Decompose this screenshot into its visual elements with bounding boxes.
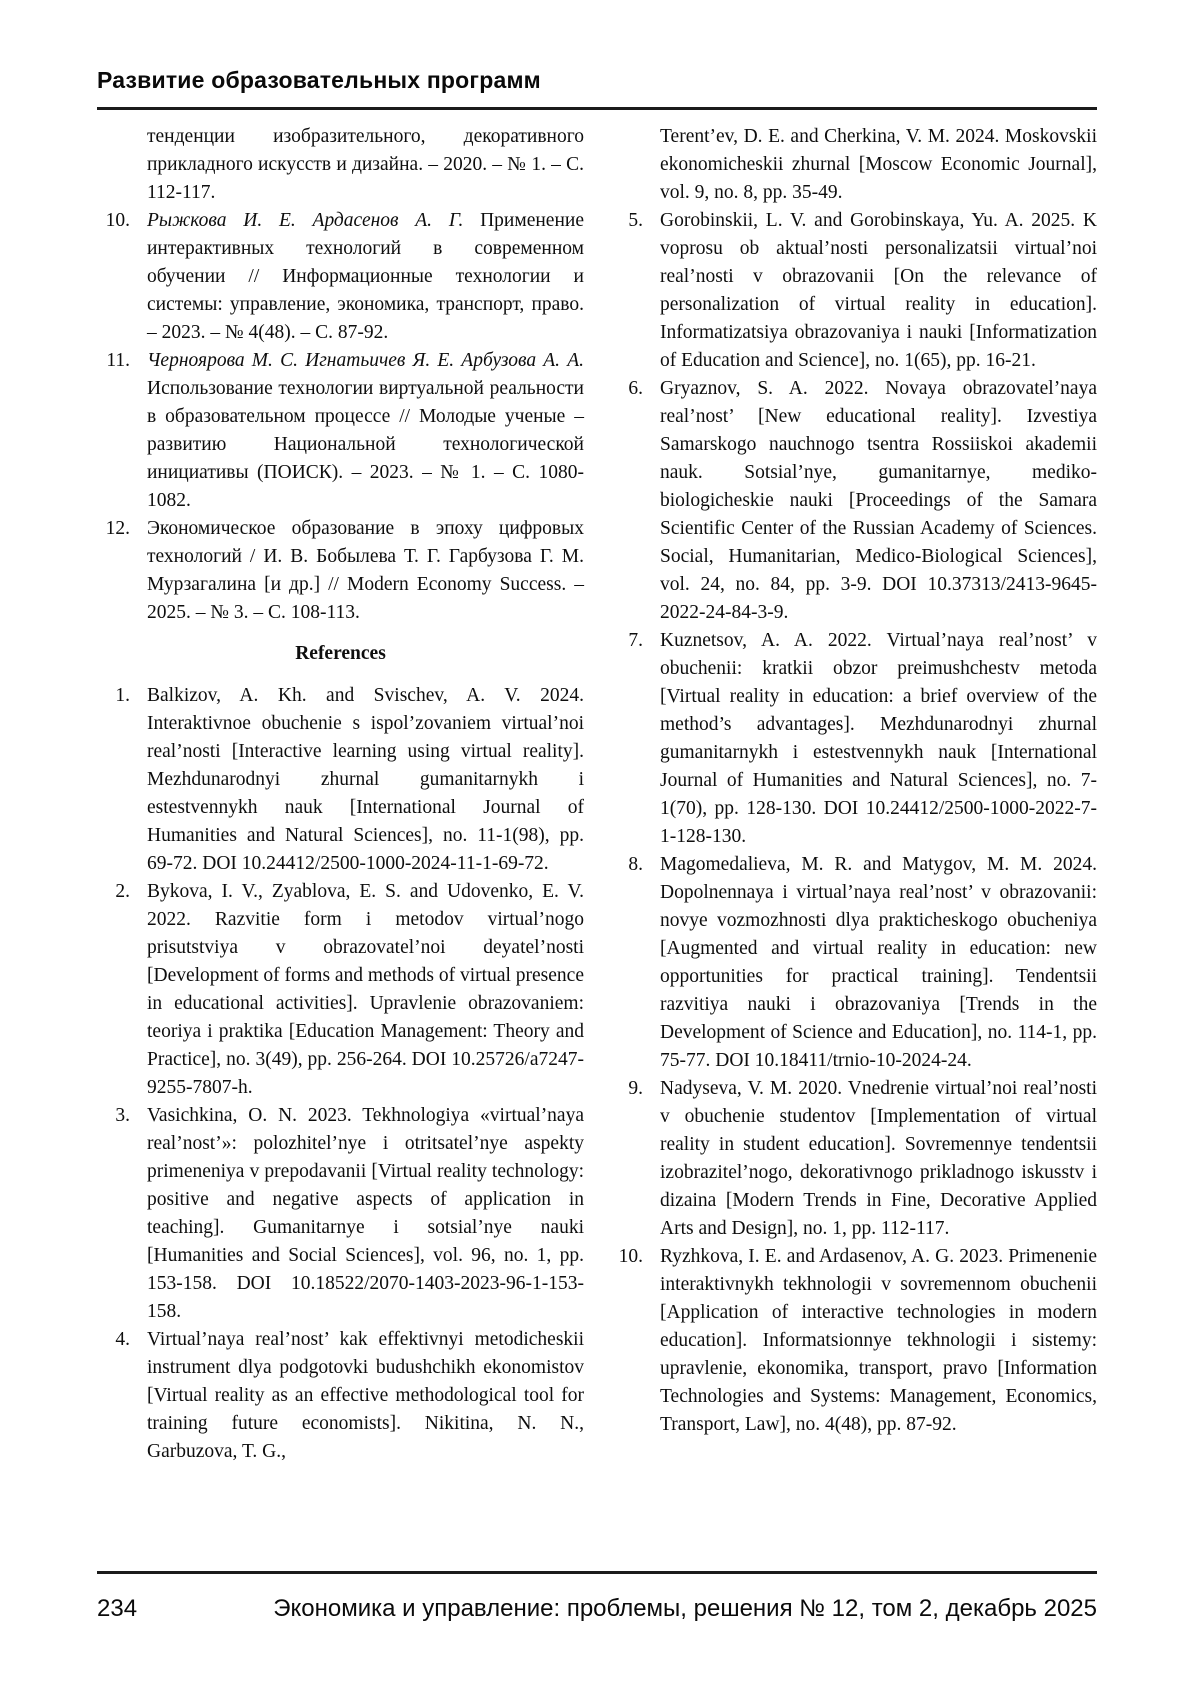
- ref-number: 6.: [628, 378, 643, 399]
- page-number: 234: [97, 1595, 138, 1622]
- ref-text: Magomedalieva, M. R. and Matygov, M. M. 2024. Dopolnennaya i virtual’naya real’nost’ v obrazovanii: novye vozmozhnosti dlya prakticheskogo obucheniya [Augmented and virtual reality in education: new opportunities for practical training]. Tendentsii razvitiya nauki i obrazovaniya [Trends in the Development of Science and Education], no. 114-1, pp. 75-77. DOI 10.18411/trnio-10-2024-24.: [660, 854, 1097, 1071]
- ref-number: 1.: [115, 685, 130, 706]
- reference-item: [610, 375, 1097, 627]
- ref-number: 4.: [115, 1329, 130, 1350]
- ref-text: Gorobinskii, L. V. and Gorobinskaya, Yu. A. 2025. K voprosu ob aktual’nosti personalizatsii virtual’noi real’nosti v obrazovanii [On the relevance of personalization of virtual reality in education]. Informatizatsiya obrazovaniya i nauki [Informatization of Education and Science], no. 1(65), pp. 16-21.: [660, 210, 1097, 371]
- reference-item: [97, 123, 584, 207]
- footer-row: [97, 1595, 1097, 1623]
- ref-number: 2.: [115, 881, 130, 902]
- section-title: Развитие образовательных программ: [97, 67, 541, 93]
- columns: [97, 123, 1097, 1466]
- ref-number: 8.: [628, 854, 643, 875]
- reference-item: [610, 1243, 1097, 1439]
- ref-text: Kuznetsov, A. A. 2022. Virtual’naya real’nost’ v obuchenii: kratkii obzor preimushchestv metoda [Virtual reality in education: a brief overview of the method’s advantages]. Mezhdunarodnyi zhurnal gumanitarnykh i estestvennykh nauk [International Journal of Humanities and Natural Sciences], no. 7-1(70), pp. 128-130. DOI 10.24412/2500-1000-2022-7-1-128-130.: [660, 630, 1097, 847]
- russian-reference-list: [97, 123, 584, 627]
- ref-number: 9.: [628, 1078, 643, 1099]
- ref-text: Virtual’naya real’nost’ kak effektivnyi metodicheskii instrument dlya podgotovki budushchikh ekonomistov [Virtual reality as an effective methodological tool for training future economists]. Nikitina, N. N., Garbuzova, T. G.,: [147, 1329, 584, 1462]
- ref-number: 10.: [618, 1246, 643, 1267]
- ref-text: тенденции изобразительного, декоративного прикладного искусств и дизайна. – 2020. – № 1. – С. 112-117.: [147, 126, 584, 203]
- ref-text: Ryzhkova, I. E. and Ardasenov, A. G. 2023. Primenenie interaktivnykh tekhnologii v sovremennom obuchenii [Application of interactive technologies in modern education]. Informatsionnye tekhnologii i sistemy: upravlenie, ekonomika, transport, pravo [Information Technologies and Systems: Management, Economics, Transport, Law], no. 4(48), pp. 87-92.: [660, 1246, 1097, 1435]
- reference-item: [97, 682, 584, 878]
- ref-number: 7.: [628, 630, 643, 651]
- ref-number: 3.: [115, 1105, 130, 1126]
- ref-text: Nadyseva, V. M. 2020. Vnedrenie virtual’noi real’nosti v obuchenie studentov [Implementation of virtual reality in student education]. Sovremennye tendentsii izobrazitel’nogo, dekorativnogo prikladnogo iskusstv i dizaina [Modern Trends in Fine, Decorative Applied Arts and Design], no. 1, pp. 112-117.: [660, 1078, 1097, 1239]
- ref-text: Черноярова М. С. Игнатьичев Я. Е. Арбузова А. А. Использование технологии виртуальной реальности в образовательном процессе // Молодые ученые – развитию Национальной технологической инициативы (ПОИСК). – 2023. – № 1. – С. 1080-1082.: [147, 350, 584, 511]
- reference-item: [97, 1326, 584, 1466]
- english-reference-list-right: [610, 123, 1097, 1439]
- left-column: [97, 123, 584, 1466]
- header-rule: [97, 107, 1097, 110]
- ref-number: 11.: [106, 350, 130, 371]
- ref-number: 10.: [105, 210, 130, 231]
- reference-item: [610, 1075, 1097, 1243]
- reference-item: [97, 515, 584, 627]
- ref-text: Balkizov, A. Kh. and Svischev, A. V. 2024. Interaktivnoe obuchenie s ispol’zovaniem virtual’noi real’nosti [Interactive learning using virtual reality]. Mezhdunarodnyi zhurnal gumanitarnykh i estestvennykh nauk [International Journal of Humanities and Natural Sciences], no. 11-1(98), pp. 69-72. DOI 10.24412/2500-1000-2024-11-1-69-72.: [147, 685, 584, 874]
- ref-number: 12.: [105, 518, 130, 539]
- ref-text: Terent’ev, D. E. and Cherkina, V. M. 2024. Moskovskii ekonomicheskii zhurnal [Moscow Economic Journal], vol. 9, no. 8, pp. 35-49.: [660, 126, 1097, 203]
- ref-number: 5.: [628, 210, 643, 231]
- page-footer: [97, 1571, 1097, 1623]
- references-heading: References: [295, 643, 386, 664]
- reference-item: [610, 123, 1097, 207]
- reference-item: [610, 627, 1097, 851]
- ref-text: Vasichkina, O. N. 2023. Tekhnologiya «virtual’naya real’nost’»: polozhitel’nye i otritsatel’nye aspekty primeneniya v prepodavanii [Virtual reality technology: positive and negative aspects of application in teaching]. Gumanitarnye i sotsial’nye nauki [Humanities and Social Sciences], vol. 96, no. 1, pp. 153-158. DOI 10.18522/2070-1403-2023-96-1-153-158.: [147, 1105, 584, 1322]
- ref-text: Экономическое образование в эпоху цифровых технологий / И. В. Бобылева Т. Г. Гарбузова Г. М. Мурзагалина [и др.] // Modern Economy Success. – 2025. – № 3. – С. 108-113.: [147, 518, 584, 623]
- reference-item: [97, 207, 584, 347]
- footer-rule: [97, 1571, 1097, 1574]
- ref-text: Рыжкова И. Е. Ардасенов А. Г. Применение интерактивных технологий в современном обучении // Информационные технологии и системы: управление, экономика, транспорт, право. – 2023. – № 4(48). – С. 87-92.: [147, 210, 584, 343]
- reference-item: [610, 207, 1097, 375]
- ref-text: Bykova, I. V., Zyablova, E. S. and Udovenko, E. V. 2022. Razvitie form i metodov virtual’nogo prisutstviya v obrazovatel’noi deyatel’nosti [Development of forms and methods of virtual presence in educational activities]. Upravlenie obrazovaniem: teoriya i praktika [Education Management: Theory and Practice], no. 3(49), pp. 256-264. DOI 10.25726/a7247-9255-7807-h.: [147, 881, 584, 1098]
- reference-item: [610, 851, 1097, 1075]
- english-reference-list-left: [97, 682, 584, 1466]
- reference-item: [97, 878, 584, 1102]
- reference-item: [97, 347, 584, 515]
- journal-info: Экономика и управление: проблемы, решения № 12, том 2, декабрь 2025: [273, 1595, 1097, 1622]
- right-column: [610, 123, 1097, 1466]
- reference-item: [97, 1102, 584, 1326]
- ref-text: Gryaznov, S. A. 2022. Novaya obrazovatel’naya real’nost’ [New educational reality]. Izvestiya Samarskogo nauchnogo tsentra Rossiiskoi akademii nauk. Sotsial’nye, gumanitarnye, mediko-biologicheskie nauki [Proceedings of the Samara Scientific Center of the Russian Academy of Sciences. Social, Humanitarian, Medico-Biological Sciences], vol. 24, no. 84, pp. 3-9. DOI 10.37313/2413-9645-2022-24-84-3-9.: [660, 378, 1097, 623]
- page-content: [97, 66, 1097, 1466]
